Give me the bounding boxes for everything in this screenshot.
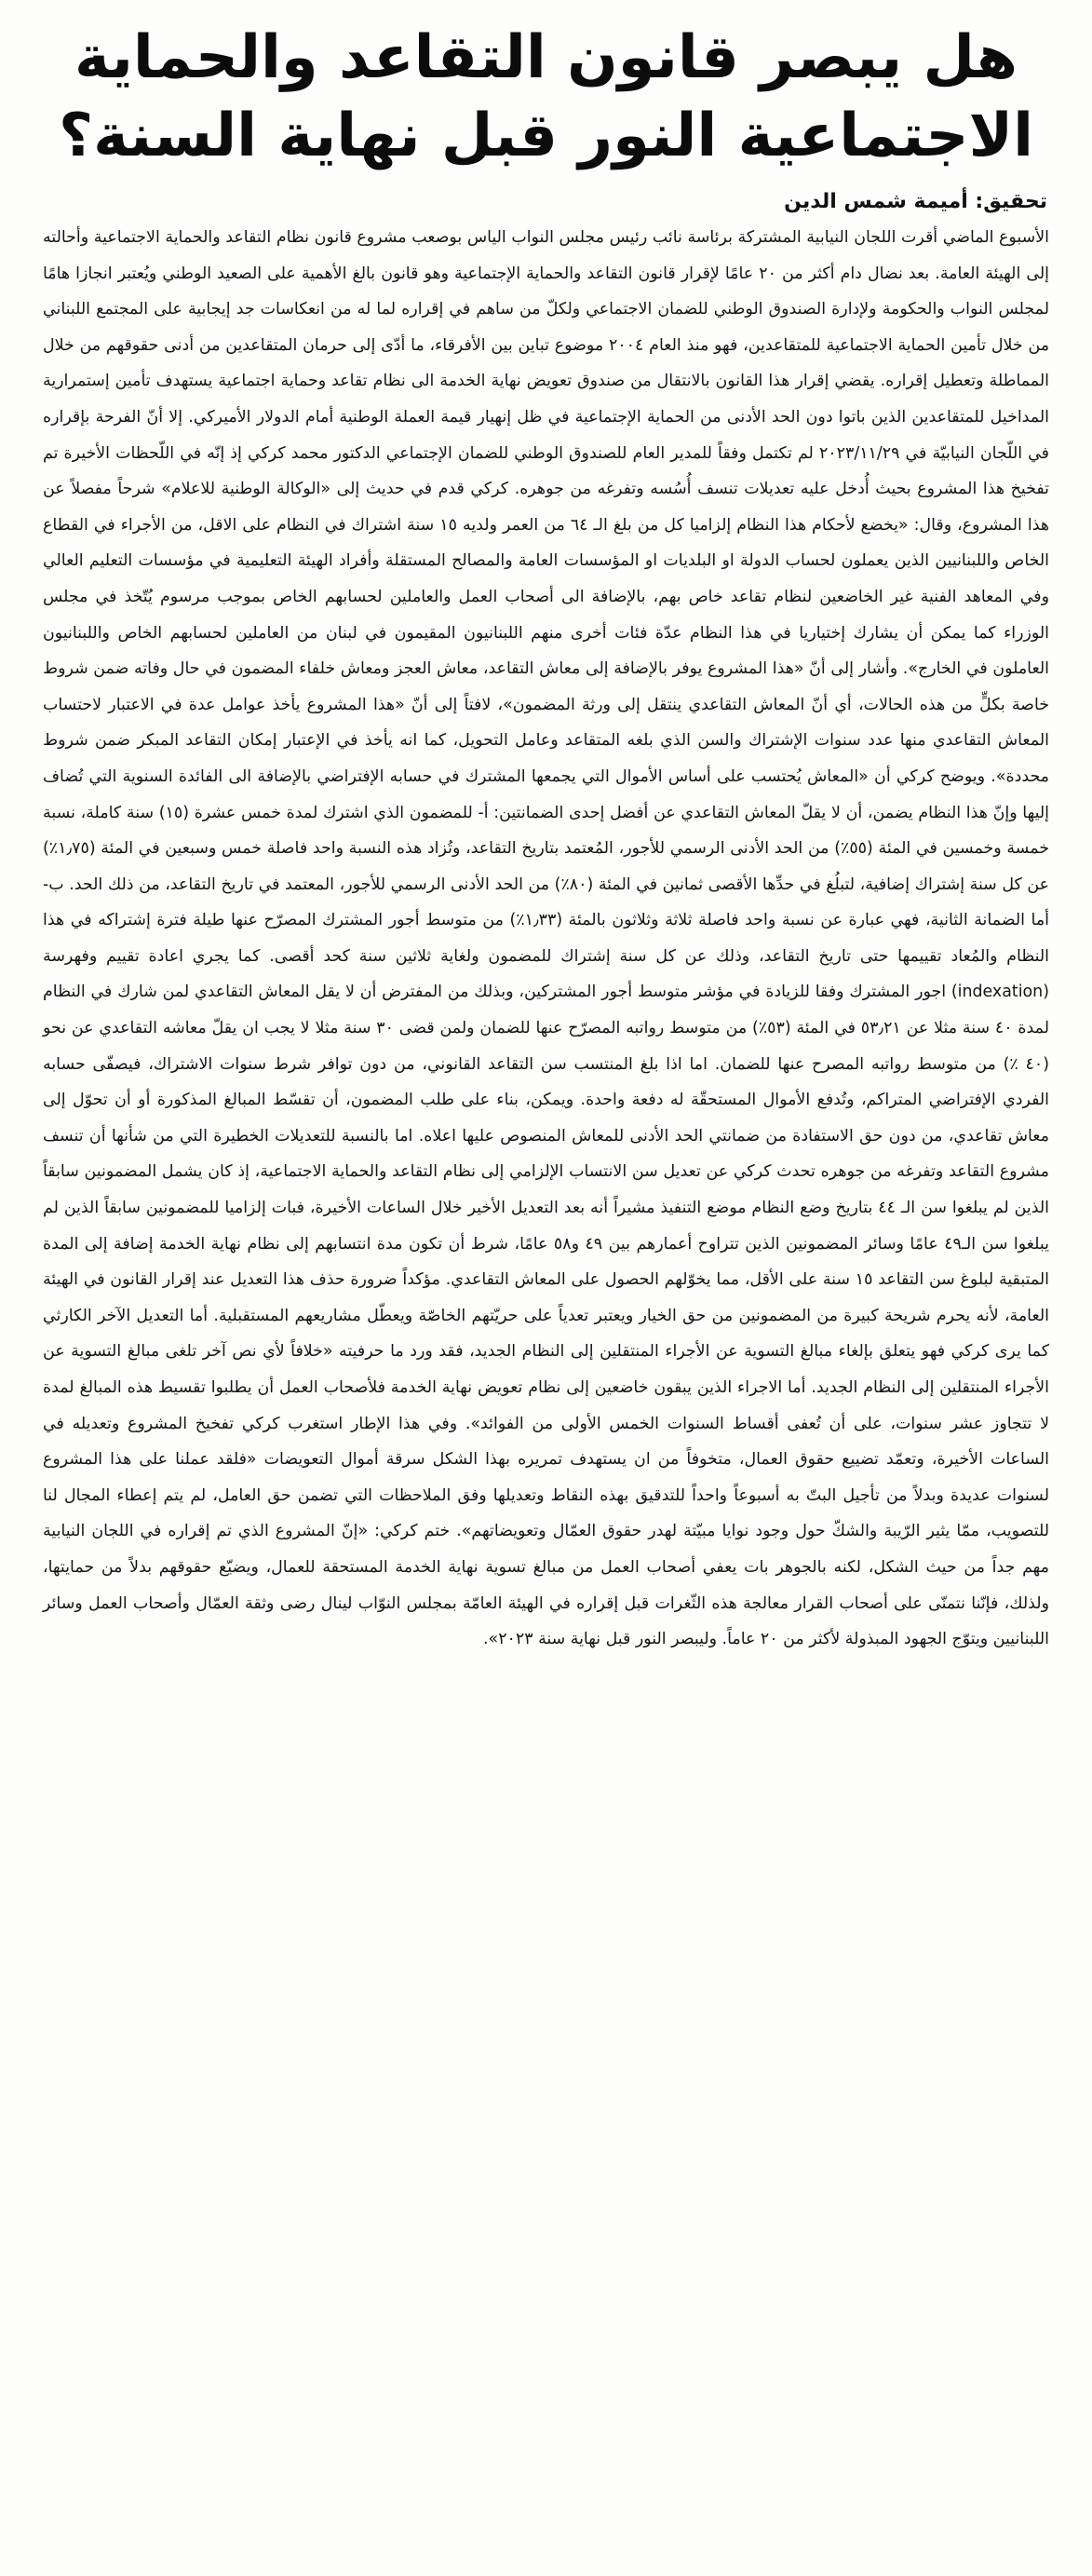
headline-line-2: الاجتماعية النور قبل نهاية السنة؟ xyxy=(58,102,1034,170)
headline-line-1: هل يبصر قانون التقاعد والحماية xyxy=(74,23,1018,92)
article-headline xyxy=(39,19,1053,175)
article-byline: تحقيق: أميمة شمس الدين xyxy=(784,190,1047,213)
article-body xyxy=(43,220,1049,1658)
article-paragraph: الأسبوع الماضي أقرت اللجان النيابية المشتركة برئاسة نائب رئيس مجلس النواب الياس بوصعب مشروع قانون نظام التقاعد والحماية الاجتماعية وأحالته إلى الهيئة العامة. بعد نضال دام أكثر من ٢٠ عامًا لإقرار قانون التقاعد والحماية الإجتماعية وهو قانون بالغ الأهمية على الصعيد الوطني ويُعتبر انجازا هامًا لمجلس النواب والحكومة ولإدارة الصندوق الوطني للضمان الاجتماعي ولكلّ من ساهم في إقراره لما له من انعكاسات جد إيجابية على المجتمع اللبناني من خلال تأمين الحماية الاجتماعية للمتقاعدين، فهو منذ العام ٢٠٠٤ موضوع تباين بين الأفرقاء، ما أدّى إلى حرمان المتقاعدين من أدنى حقوقهم من خلال المماطلة وتعطيل إقراره. يقضي إقرار هذا القانون بالانتقال من صندوق تعويض نهاية الخدمة الى نظام تقاعد وحماية اجتماعية يستهدف تأمين إستمرارية المداخيل للمتقاعدين الذين باتوا دون الحد الأدنى من الحماية الإجتماعية في ظل إنهيار قيمة العملة الوطنية أمام الدولار الأميركي. إلا أنّ الفرحة بإقراره في اللّجان النيابيّة في ٢٠٢٣/١١/٢٩ لم تكتمل وفقاً للمدير العام للصندوق الوطني للضمان الإجتماعي الدكتور محمد كركي إذ إنّه في اللّحظات الأخيرة تم تفخيخ هذا المشروع بحيث أُدخل عليه تعديلات تنسف أُسُسه وتفرغه من جوهره. كركي قدم في حديث إلى «الوكالة الوطنية للاعلام» شرحاً مفصلاً عن هذا المشروع، وقال: «يخضع لأحكام هذا النظام إلزاميا كل من بلغ الـ ٦٤ من العمر ولديه ١٥ سنة اشتراك في النظام على الاقل، من الأجراء في القطاع الخاص واللبنانيين الذين يعملون لحساب الدولة او البلديات او المؤسسات العامة والمصالح المستقلة وأفراد الهيئة التعليمية في مؤسسات التعليم العالي وفي المعاهد الفنية غير الخاضعين لنظام تقاعد خاص بهم، بالإضافة الى أصحاب العمل والعاملين لحسابهم الخاص بموجب مرسوم يُتّخذ في مجلس الوزراء كما يمكن أن يشارك إختياريا في هذا النظام عدّة فئات أخرى منهم اللبنانيون المقيمون في لبنان من العاملين لحسابهم الخاص واللبنانيون العاملون في الخارج». وأشار إلى أنّ «هذا المشروع يوفر بالإضافة إلى معاش التقاعد، معاش العجز ومعاش خلفاء المضمون في حال وفاته ضمن شروط خاصة بكلٍّ من هذه الحالات، أي أنّ المعاش التقاعدي ينتقل إلى ورثة المضمون»، لافتاً إلى أنّ «هذا المشروع يأخذ عوامل عدة في الاعتبار لاحتساب المعاش التقاعدي منها عدد سنوات الإشتراك والسن الذي بلغه المتقاعد وعامل التحويل، كما انه يأخذ في الإعتبار إمكان التقاعد المبكر ضمن شروط محددة». ويوضح كركي أن «المعاش يُحتسب على أساس الأموال التي يجمعها المشترك في حسابه الإفتراضي بالإضافة الى الفائدة السنوية التي تُضاف إليها وإنّ هذا النظام يضمن، أن لا يقلّ المعاش التقاعدي عن أفضل إحدى الضمانتين: أ- للمضمون الذي اشترك لمدة خمس عشرة (١٥) سنة كاملة، نسبة خمسة وخمسين في المئة (٥٥٪) من الحد الأدنى الرسمي للأجور، المُعتمد بتاريخ التقاعد، وتُزاد هذه النسبة واحد فاصلة خمس وسبعين في المئة (١٫٧٥٪) عن كل سنة إشتراك إضافية، لتبلُغ في حدِّها الأقصى ثمانين في المئة (٨٠٪) من الحد الأدنى الرسمي للأجور، المعتمد في تاريخ التقاعد، من ذلك الحد. ب- أما الضمانة الثانية، فهي عبارة عن نسبة واحد فاصلة ثلاثة وثلاثون بالمئة (١٫٣٣٪) من متوسط أجور المشترك المصرّح عنها طيلة فترة إشتراكه في هذا النظام والمُعاد تقييمها حتى تاريخ التقاعد، وذلك عن كل سنة إشتراك للمضمون ولغاية ثلاثين سنة كحد أقصى. كما يجري اعادة تقييم وفهرسة (indexation) اجور المشترك وفقا للزيادة في مؤشر متوسط أجور المشتركين، وبذلك من المفترض أن لا يقل المعاش التقاعدي لمن شارك في النظام لمدة ٤٠ سنة مثلا عن ٥٣٫٢١ في المئة (٥٣٪) من متوسط رواتبه المصرّح عنها للضمان ولمن قضى ٣٠ سنة مثلا لا يجب ان يقلّ معاشه التقاعدي عن نحو (٤٠ ٪) من متوسط رواتبه المصرح عنها للضمان. اما اذا بلغ المنتسب سن التقاعد القانوني، من دون توافر شرط سنوات الاشتراك، فيصفّى حسابه الفردي الإفتراضي المتراكم، وتُدفع الأموال المستحقّة له دفعة واحدة. ويمكن، بناء على طلب المضمون، أن تقسّط المبالغ المذكورة أو أن تحوّل إلى معاش تقاعدي، من دون حق الاستفادة من ضمانتي الحد الأدنى للمعاش المنصوص عليها اعلاه. اما بالنسبة للتعديلات الخطيرة التي من شأنها أن تنسف مشروع التقاعد وتفرغه من جوهره تحدث كركي عن تعديل سن الانتساب الإلزامي إلى نظام التقاعد والحماية الاجتماعية، إذ كان يشمل المضمونين سابقاً الذين لم يبلغوا سن الـ ٤٤ بتاريخ وضع النظام موضع التنفيذ مشيراً أنه بعد التعديل الأخير خلال الساعات الأخيرة، فبات إلزاميا للمضمونين سابقاً الذين لم يبلغوا سن الـ٤٩ عامًا وسائر المضمونين الذين تتراوح أعمارهم بين ٤٩ و٥٨ عامًا، شرط أن تكون مدة انتسابهم إلى نظام نهاية الخدمة إضافة إلى المدة المتبقية لبلوغ سن التقاعد ١٥ سنة على الأقل، مما يخوّلهم الحصول على المعاش التقاعدي. مؤكداً ضرورة حذف هذا التعديل عند إقرار القانون في الهيئة العامة، لأنه يحرم شريحة كبيرة من المضمونين من حق الخيار ويعتبر تعدياً على حريّتهم الخاصّة ويعطّل مشاريعهم المستقبلية. أما التعديل الآخر الكارثي كما يرى كركي فهو يتعلق بإلغاء مبالغ التسوية عن الأجراء المنتقلين إلى النظام الجديد، فقد ورد ما حرفيته «خلافاً لأي نص آخر تلغى مبالغ التسوية عن الأجراء المنتقلين إلى النظام الجديد. أما الاجراء الذين يبقون خاضعين إلى نظام تعويض نهاية الخدمة فلأصحاب العمل أن يطلبوا تقسيط هذه المبالغ لمدة لا تتجاوز عشر سنوات، على أن تُعفى أقساط السنوات الخمس الأولى من الفوائد». وفي هذا الإطار استغرب كركي تفخيخ المشروع وتعديله في الساعات الأخيرة، وتعمّد تضييع حقوق العمال، متخوفاً من ان يستهدف تمريره بهذا الشكل سرقة أموال التعويضات «فلقد عملنا على هذا المشروع لسنوات عديدة وبدلاً من تأجيل البتّ به أسبوعاً واحداً للتدقيق بهذه النقاط وتعديلها وفق الملاحظات التي تضمن حق العامل، لم يتم إعطاء المجال لنا للتصويب، ممّا يثير الرّيبة والشكّ حول وجود نوايا مبيّتة لهدر حقوق العمّال وتعويضاتهم». ختم كركي: «إنّ المشروع الذي تم إقراره في اللجان النيابية مهم جداً من حيث الشكل، لكنه بالجوهر بات يعفي أصحاب العمل من مبالغ تسوية نهاية الخدمة المستحقة للعمال، ويضيّع حقوقهم بدلاً من حمايتها، ولذلك، فإنّنا نتمنّى على أصحاب القرار معالجة هذه الثّغرات قبل إقراره في الهيئة العامّة بمجلس النوّاب لينال رضى وثقة العمّال وأصحاب العمل وسائر اللبنانيين ويتوّج الجهود المبذولة لأكثر من ٢٠ عاماً. وليبصر النور قبل نهاية سنة ٢٠٢٣». xyxy=(43,228,1050,1649)
